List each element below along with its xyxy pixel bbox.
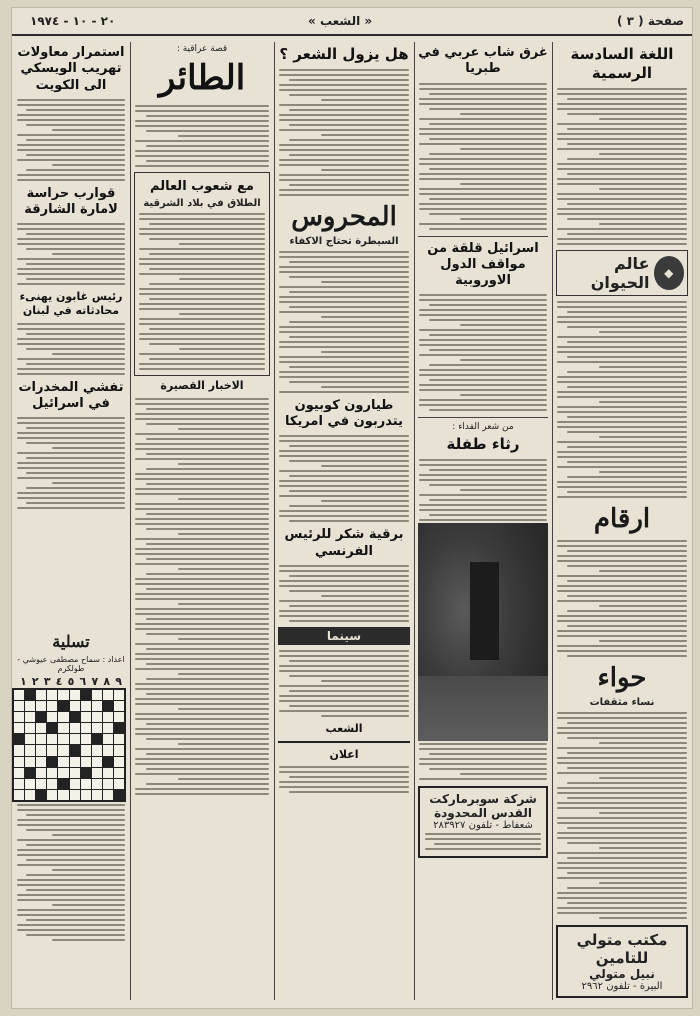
notice-body bbox=[278, 764, 410, 795]
masthead bbox=[12, 8, 692, 36]
poem-intro: من شعر الفداء : bbox=[452, 422, 514, 433]
column-rule bbox=[274, 42, 275, 1000]
issue-date: ٢٠ - ١٠ - ١٩٧٤ bbox=[30, 14, 116, 28]
notice-title: اعلان bbox=[329, 747, 359, 761]
column-rule bbox=[552, 42, 553, 1000]
poem-body bbox=[418, 457, 548, 523]
headline-the-bird: الطائر bbox=[158, 58, 246, 98]
insurance-ad-line: البيرة - تلفون ٢٩٦٢ bbox=[581, 980, 663, 992]
crossword-number: ٨ bbox=[103, 675, 111, 688]
ad-body bbox=[424, 831, 542, 852]
column-4 bbox=[134, 42, 270, 1000]
article-body bbox=[278, 249, 410, 395]
mahrous-logo: المحروس bbox=[291, 201, 397, 232]
article-body bbox=[278, 433, 410, 524]
headline-official-language: اللغة السادسة الرسمية bbox=[570, 45, 674, 82]
article-body bbox=[16, 415, 126, 511]
headline-drowning: غرق شاب عربي في طبريا bbox=[418, 45, 548, 77]
headline-poetry: هل يزول الشعر ؟ bbox=[279, 45, 409, 63]
article-body bbox=[138, 211, 266, 372]
article-body bbox=[134, 396, 270, 797]
article-body bbox=[16, 321, 126, 377]
article-body bbox=[556, 86, 688, 247]
animal-world-logo bbox=[556, 250, 688, 296]
crossword-numbers bbox=[16, 675, 126, 688]
article-body bbox=[16, 97, 126, 183]
headline-thanks-cable: برقية شكر للرئيس الفرنسي bbox=[284, 527, 404, 559]
crossword-number: ٥ bbox=[67, 675, 75, 688]
article-body bbox=[556, 299, 688, 500]
animal-world-title: عالم الحيوان bbox=[590, 253, 650, 292]
crossword-number: ١ bbox=[20, 675, 27, 688]
headline-drugs-israel: تفشي المخدرات في اسرائيل bbox=[18, 379, 124, 411]
headline-gabon-president: رئيس غابون يهنىء محادثاته في لبنان bbox=[19, 290, 123, 317]
crossword-number: ٦ bbox=[79, 675, 87, 688]
divider bbox=[278, 741, 410, 743]
photo-caption bbox=[418, 741, 548, 782]
article-body bbox=[16, 221, 126, 287]
newspaper-page bbox=[12, 8, 692, 1008]
numbers-logo: ارقام bbox=[593, 503, 651, 534]
story-kicker: قصة عراقية : bbox=[176, 44, 228, 54]
article-body bbox=[278, 563, 410, 624]
article-body bbox=[134, 103, 270, 169]
headline-whisky-smuggling: استمرار معاولات تهريب الويسكي الى الكويت bbox=[17, 45, 125, 93]
cinema-listings bbox=[278, 648, 410, 719]
crossword-number: ٤ bbox=[55, 675, 63, 688]
crossword-credit: اعداد : سماح مصطفى عيوشي - طولكرم bbox=[17, 655, 125, 673]
headline-world-peoples: مع شعوب العالم bbox=[150, 178, 254, 194]
crossword-number: ٢ bbox=[31, 675, 39, 688]
insurance-ad bbox=[556, 925, 688, 998]
headline-sharjah-boats: قوارب حراسة لامارة الشارقة bbox=[24, 185, 118, 217]
insurance-ad-name: نبيل متولي bbox=[589, 966, 655, 981]
hawaa-logo: حواء bbox=[597, 662, 647, 693]
column-rule bbox=[414, 42, 415, 1000]
article-body bbox=[556, 710, 688, 921]
crossword-grid bbox=[12, 688, 126, 802]
article-body bbox=[556, 538, 688, 659]
world-peoples-box bbox=[134, 172, 270, 376]
headline-short-news: الاخبار القصيرة bbox=[160, 378, 244, 392]
column-2 bbox=[418, 42, 548, 1000]
crossword-section bbox=[16, 628, 126, 943]
headline-cuban-pilots: طيارون كوبيون يتدربون في امريكا bbox=[285, 397, 403, 429]
insurance-ad-title: مكتب متولي للتامين bbox=[576, 930, 668, 967]
headline-israel-worried: اسرائيل قلقة من مواقف الدول الاوروبية bbox=[427, 240, 539, 288]
cinema-label: سينما bbox=[278, 627, 410, 645]
crossword-number: ٩ bbox=[115, 675, 122, 688]
article-body bbox=[418, 292, 548, 413]
crossword-title: تسلية bbox=[52, 632, 90, 651]
supermarket-ad-title: شركة سوبرماركت القدس المحدودة bbox=[429, 792, 537, 820]
article-body bbox=[418, 81, 548, 232]
supermarket-ad bbox=[418, 786, 548, 858]
headline-divorce: الطلاق في بلاد الشرقية bbox=[143, 197, 261, 209]
page-number: صفحة ( ٣ ) bbox=[617, 14, 684, 28]
cinema-name: الشعب bbox=[325, 721, 363, 735]
column-rule bbox=[130, 42, 131, 1000]
headline-control: السيطرة تحتاج الاكفاء bbox=[289, 235, 399, 247]
article-body bbox=[278, 67, 410, 198]
lion-icon: ◆ bbox=[654, 256, 685, 290]
paper-name: « الشعب » bbox=[308, 14, 373, 28]
divider bbox=[418, 236, 548, 237]
column-1 bbox=[556, 42, 688, 1000]
crossword-clues bbox=[16, 802, 126, 943]
news-photo bbox=[418, 523, 548, 741]
column-3 bbox=[278, 42, 410, 1000]
hawaa-subtitle: نساء مثقفات bbox=[589, 696, 655, 708]
divider bbox=[418, 417, 548, 418]
crossword-number: ٧ bbox=[91, 675, 99, 688]
headline-elegy: رثاء طفلة bbox=[446, 435, 520, 454]
supermarket-ad-line: شعفاط - تلفون ٢٨٣٩٢٧ bbox=[433, 820, 533, 831]
crossword-number: ٣ bbox=[43, 675, 51, 688]
